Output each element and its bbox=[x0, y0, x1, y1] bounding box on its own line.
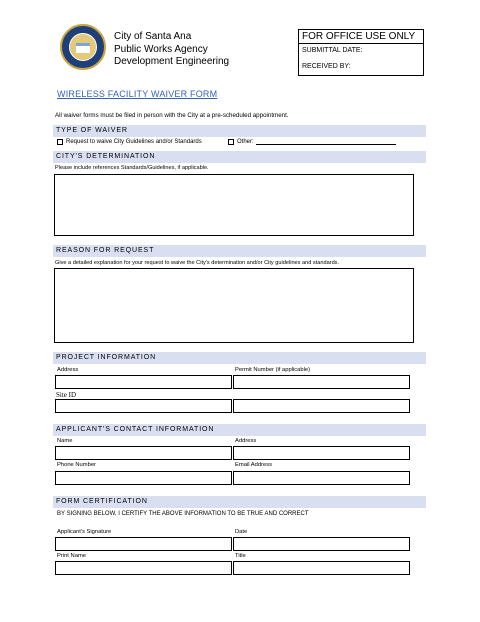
signature-input[interactable] bbox=[55, 537, 232, 551]
waiver-option-guidelines[interactable] bbox=[57, 139, 202, 145]
project-information-heading: PROJECT INFORMATION bbox=[53, 352, 426, 364]
city-seal-logo bbox=[60, 24, 106, 70]
print-name-input[interactable] bbox=[55, 561, 232, 575]
site-id-label: Site ID bbox=[56, 391, 77, 399]
reason-for-request-note: Give a detailed explanation for your request to waive the City's determination and/or City guidelines and standards. bbox=[55, 260, 340, 266]
guidelines-checkbox[interactable] bbox=[57, 139, 63, 145]
print-name-label: Print Name bbox=[57, 553, 86, 559]
applicant-address-label: Address bbox=[235, 438, 257, 444]
applicant-contact-heading: APPLICANT'S CONTACT INFORMATION bbox=[53, 424, 426, 436]
form-certification-heading: FORM CERTIFICATION bbox=[53, 496, 426, 508]
phone-number-input[interactable] bbox=[55, 471, 232, 485]
applicant-address-input[interactable] bbox=[233, 446, 410, 460]
date-input[interactable] bbox=[233, 537, 410, 551]
guidelines-option-label: Request to waive City Guidelines and/or Standards bbox=[66, 139, 202, 145]
waiver-option-other[interactable] bbox=[228, 139, 396, 145]
city-determination-textarea[interactable] bbox=[54, 174, 414, 236]
date-label: Date bbox=[235, 529, 248, 535]
other-option-label: Other: bbox=[237, 139, 254, 145]
received-by-field[interactable]: RECEIVED BY: bbox=[302, 63, 351, 70]
submittal-date-field[interactable]: SUBMITTAL DATE: bbox=[302, 47, 363, 54]
applicant-name-label: Name bbox=[57, 438, 73, 444]
department-name: Development Engineering bbox=[114, 56, 230, 67]
agency-header bbox=[114, 31, 229, 69]
city-determination-heading: CITY'S DETERMINATION bbox=[53, 151, 426, 163]
agency-name: Public Works Agency bbox=[114, 43, 208, 55]
project-address-input[interactable] bbox=[55, 375, 232, 389]
email-address-input[interactable] bbox=[233, 471, 410, 485]
form-title: WIRELESS FACILITY WAIVER FORM bbox=[57, 89, 218, 99]
office-use-box bbox=[298, 29, 424, 76]
site-id-input[interactable] bbox=[55, 399, 232, 413]
seal-building-icon bbox=[76, 43, 90, 53]
site-id-input-2[interactable] bbox=[233, 399, 410, 413]
project-address-label: Address bbox=[57, 367, 79, 373]
other-text-line[interactable] bbox=[256, 140, 396, 145]
phone-number-label: Phone Number bbox=[57, 462, 96, 468]
email-address-label: Email Address bbox=[235, 462, 273, 468]
applicant-name-input[interactable] bbox=[55, 446, 232, 460]
office-use-title: FOR OFFICE USE ONLY bbox=[299, 30, 423, 44]
title-input[interactable] bbox=[233, 561, 410, 575]
reason-for-request-textarea[interactable] bbox=[54, 268, 414, 343]
seal-center bbox=[69, 33, 97, 61]
intro-text: All waiver forms must be filed in person with the City at a pre-scheduled appointment. bbox=[55, 112, 289, 119]
signature-label: Applicant's Signature bbox=[57, 529, 112, 535]
city-name: City of Santa Ana bbox=[114, 31, 192, 42]
certification-statement: BY SIGNING BELOW, I CERTIFY THE ABOVE INFORMATION TO BE TRUE AND CORRECT bbox=[57, 511, 309, 517]
title-label: Title bbox=[235, 553, 246, 559]
city-determination-note: Please include references Standards/Guidelines, if applicable. bbox=[55, 165, 209, 171]
permit-number-input[interactable] bbox=[233, 375, 410, 389]
reason-for-request-heading: REASON FOR REQUEST bbox=[53, 245, 426, 257]
type-of-waiver-heading: TYPE OF WAIVER bbox=[53, 125, 426, 137]
permit-number-label: Permit Number (if applicable) bbox=[235, 367, 311, 373]
other-checkbox[interactable] bbox=[228, 139, 234, 145]
